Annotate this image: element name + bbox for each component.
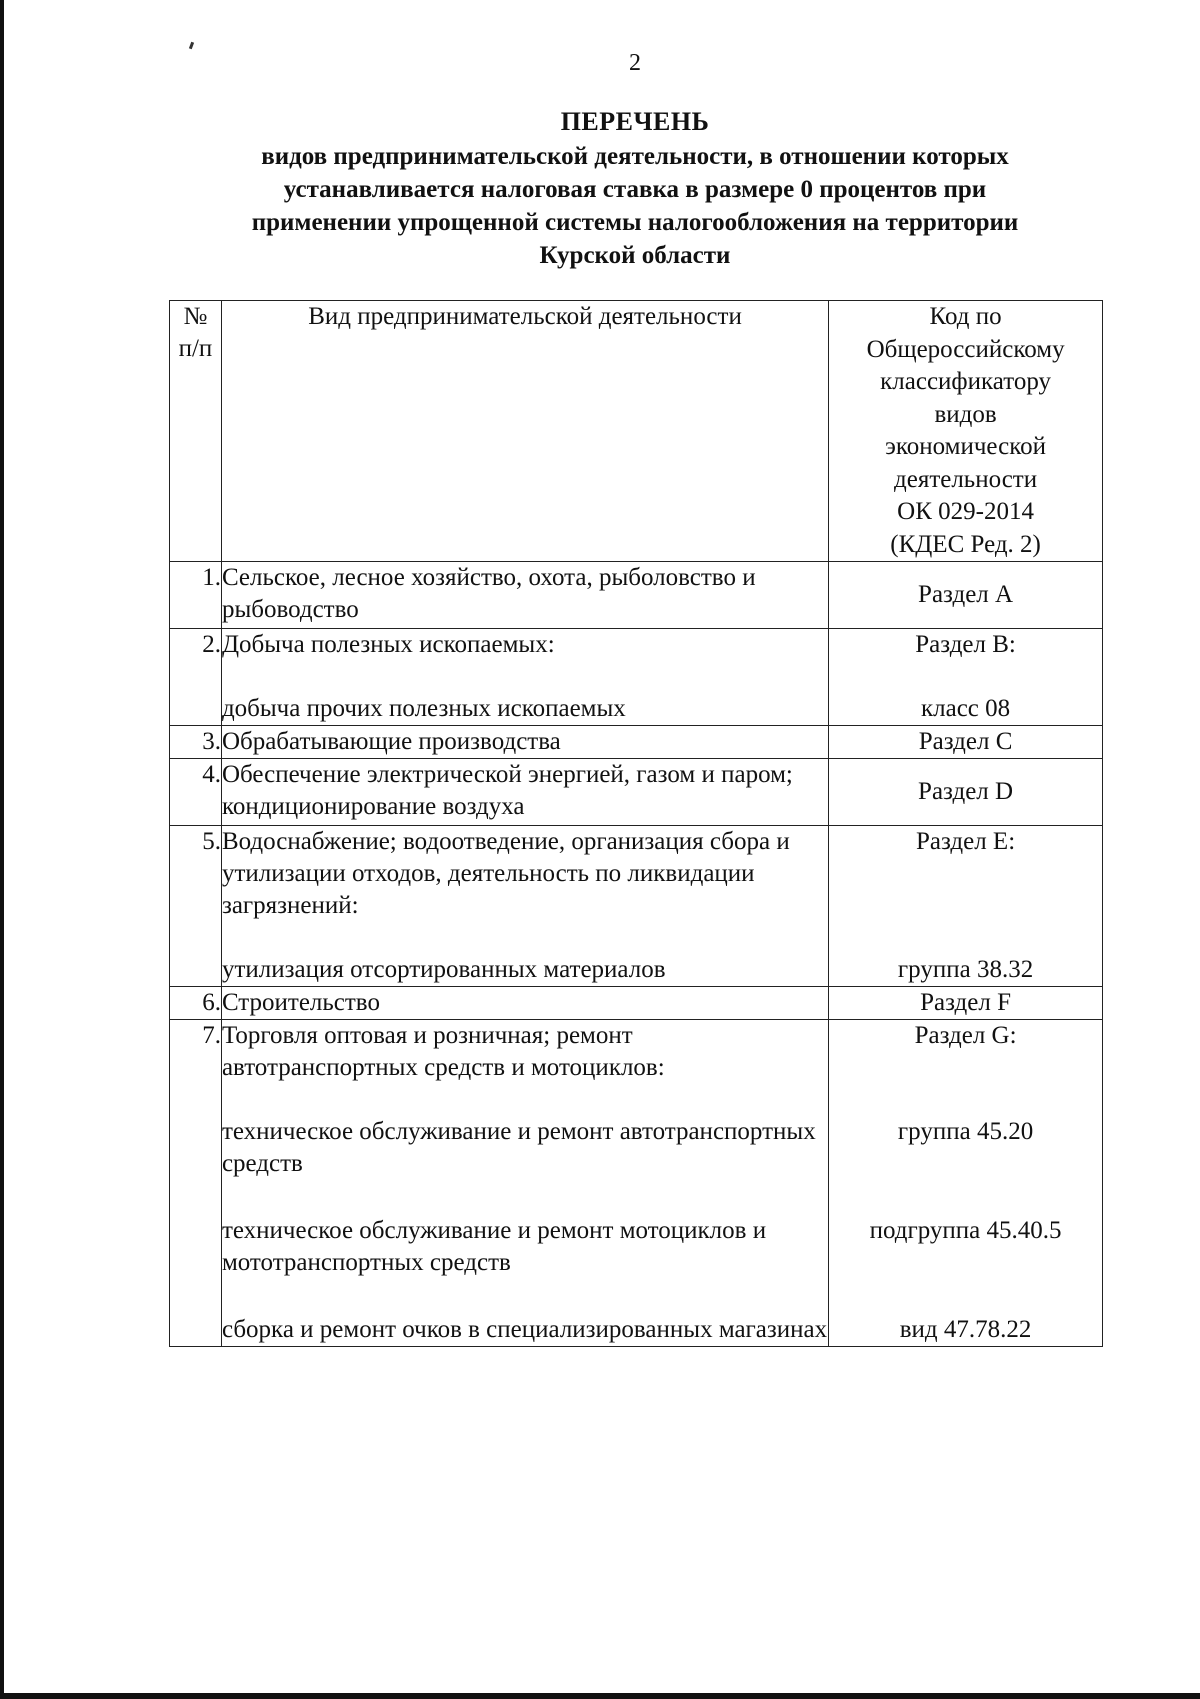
subtitle-line: применении упрощенной системы налогообложения на территории [251, 209, 1019, 236]
row-code: Раздел D [829, 759, 1103, 826]
row-code: Раздел F [829, 987, 1103, 1020]
row-activity: Добыча полезных ископаемых: [221, 631, 555, 658]
header-code [829, 301, 1103, 562]
row-number: 4. [170, 759, 222, 826]
row-code: Раздел Е: [915, 828, 1016, 855]
header-number [170, 301, 222, 562]
subitem-code: группа 38.32 [897, 956, 1034, 983]
header-number-abbr: п/п [178, 335, 213, 362]
table-row [170, 987, 1103, 1020]
document-subtitle [170, 140, 1100, 272]
row-activity: Обеспечение электрической энергией, газом и паром; кондиционирование воздуха [221, 759, 828, 826]
subitem-code: подгруппа 45.40.5 [869, 1217, 1062, 1244]
row-activity: Обрабатывающие производства [221, 726, 828, 759]
table-row [170, 1020, 1103, 1347]
row-code-cell [829, 629, 1103, 726]
subitem-code: вид 47.78.22 [899, 1316, 1032, 1343]
row-code: Раздел G: [914, 1022, 1017, 1049]
row-number: 2. [170, 629, 222, 726]
header-code-line: Код по [929, 303, 1002, 330]
page-number: 2 [629, 50, 641, 76]
subitem-activity: добыча прочих полезных ископаемых [221, 695, 626, 722]
scan-speck [189, 42, 194, 50]
subitem-code: класс 08 [920, 695, 1011, 722]
header-code-line: классификатору [880, 368, 1051, 395]
subtitle-line: видов предпринимательской деятельности, в отношении которых [261, 143, 1009, 170]
document-title: ПЕРЕЧЕНЬ [560, 107, 710, 136]
row-activity-cell [221, 826, 828, 987]
subtitle-line: Курской области [539, 242, 731, 269]
subitem-activity: утилизация отсортированных материалов [221, 956, 666, 983]
subitem-code: группа 45.20 [897, 1118, 1034, 1145]
row-activity-cell [221, 1020, 828, 1347]
header-code-line: (КДЕС Ред. 2) [890, 530, 1041, 558]
row-number: 6. [170, 987, 222, 1020]
header-activity: Вид предпринимательской деятельности [221, 301, 828, 562]
row-number: 7. [170, 1020, 222, 1347]
row-code: Раздел А [829, 562, 1103, 629]
table-row [170, 562, 1103, 629]
header-code-line: деятельности [894, 465, 1038, 493]
row-code-cell [829, 1020, 1103, 1347]
row-code-cell [829, 826, 1103, 987]
header-number-sign: № [183, 303, 208, 330]
row-activity: Строительство [221, 987, 828, 1020]
header-code-line: Общероссийскому [866, 335, 1065, 363]
header-code-line: ОК 029-2014 [897, 498, 1034, 525]
table-row [170, 759, 1103, 826]
row-activity: Торговля оптовая и розничная; ремонт автотранспортных средств и мотоциклов: [221, 1022, 665, 1081]
row-number: 5. [170, 826, 222, 987]
row-code: Раздел В: [915, 631, 1016, 658]
row-activity-cell [221, 629, 828, 726]
header-code-line: видов [934, 400, 997, 428]
row-number: 1. [170, 562, 222, 629]
row-activity: Водоснабжение; водоотведение, организация сбора и утилизации отходов, деятельность по ликвидации загрязнений: [221, 828, 790, 919]
scan-left-edge [0, 0, 4, 1699]
activities-table [169, 300, 1103, 1347]
subitem-activity: техническое обслуживание и ремонт мотоциклов и мототранспортных средств [221, 1217, 767, 1276]
table-row [170, 726, 1103, 759]
table-row [170, 826, 1103, 987]
row-activity: Сельское, лесное хозяйство, охота, рыболовство и рыбоводство [221, 562, 828, 629]
table-row [170, 629, 1103, 726]
subitem-activity: техническое обслуживание и ремонт автотранспортных средств [221, 1118, 816, 1177]
table-header-row [170, 301, 1103, 562]
header-code-line: экономической [885, 433, 1046, 460]
subtitle-line: устанавливается налоговая ставка в размере 0 процентов при [283, 176, 987, 203]
subitem-activity: сборка и ремонт очков в специализированных магазинах [221, 1316, 828, 1343]
row-code: Раздел С [829, 726, 1103, 759]
scan-bottom-edge [0, 1693, 1200, 1699]
row-number: 3. [170, 726, 222, 759]
